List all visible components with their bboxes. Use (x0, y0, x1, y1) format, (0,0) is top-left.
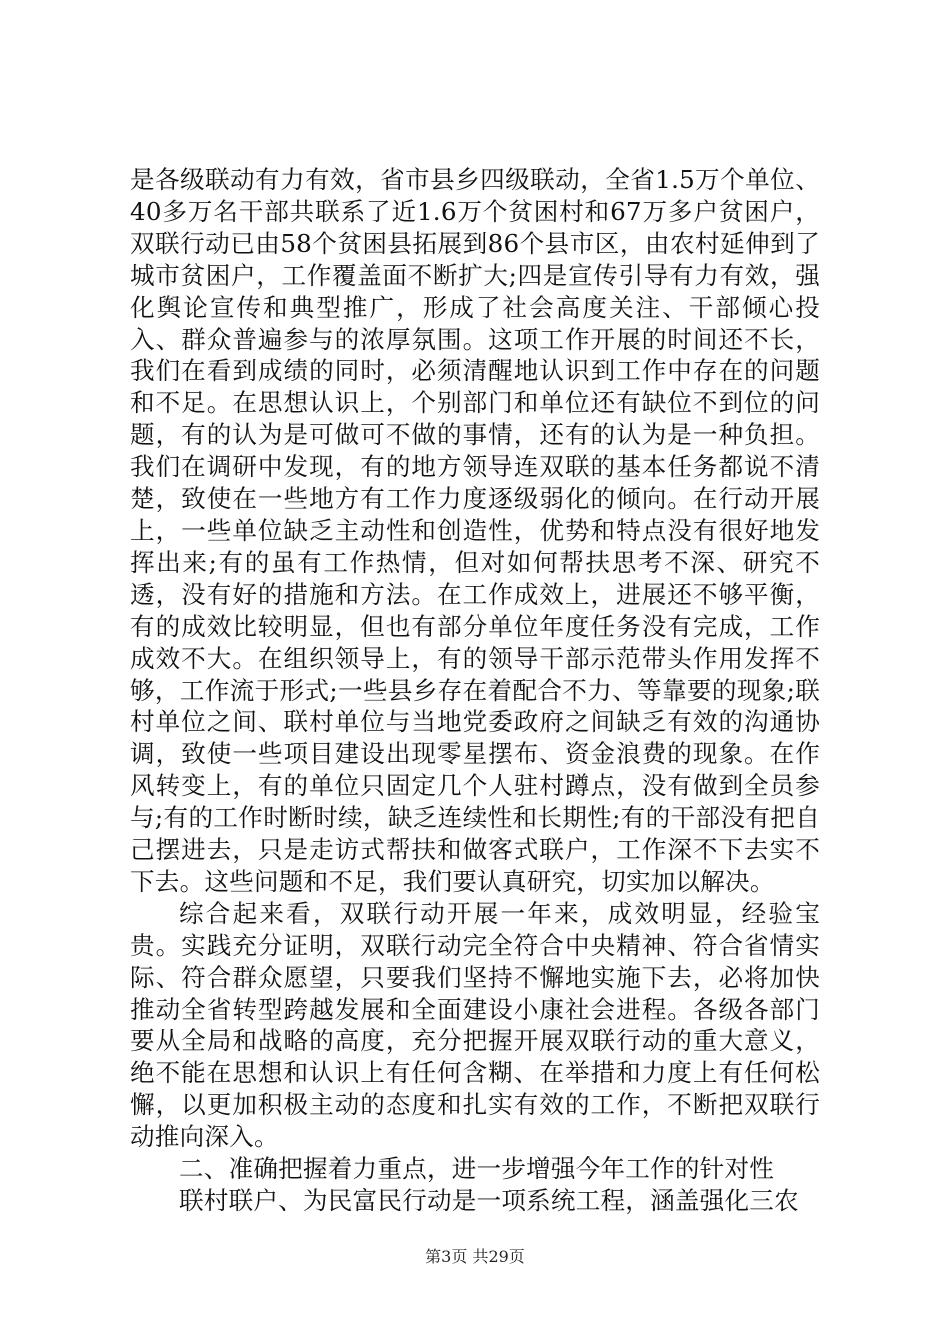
document-body (130, 164, 820, 1217)
paragraph-2: 综合起来看，双联行动开展一年来，成效明显，经验宝贵。实践充分证明，双联行动完全符合中央精神、符合省情实际、符合群众愿望，只要我们坚持不懈地实施下去，必将加快推动全省转型跨越发展和全面建设小康社会进程。各级各部门要从全局和战略的高度，充分把握开展双联行动的重大意义，绝不能在思想和认识上有任何含糊、在举措和力度上有任何松懈，以更加积极主动的态度和扎实有效的工作，不断把双联行动推向深入。 (130, 898, 820, 1152)
paragraph-3: 联村联户、为民富民行动是一项系统工程，涵盖强化三农 (179, 1186, 799, 1215)
section-heading: 二、准确把握着力重点，进一步增强今年工作的针对性 (179, 1154, 775, 1184)
paragraph-1: 是各级联动有力有效，省市县乡四级联动，全省1.5万个单位、40多万名干部共联系了近1.6万个贫困村和67万多户贫困户，双联行动已由58个贫困县拓展到86个县市区，由农村延伸到了城市贫困户，工作覆盖面不断扩大;四是宣传引导有力有效，强化舆论宣传和典型推广，形成了社会高度关注、干部倾心投入、群众普遍参与的浓厚氛围。这项工作开展的时间还不长，我们在看到成绩的同时，必须清醒地认识到工作中存在的问题和不足。在思想认识上，个别部门和单位还有缺位不到位的问题，有的认为是可做可不做的事情，还有的认为是一种负担。我们在调研中发现，有的地方领导连双联的基本任务都说不清楚，致使在一些地方有工作力度逐级弱化的倾向。在行动开展上，一些单位缺乏主动性和创造性，优势和特点没有很好地发挥出来;有的虽有工作热情，但对如何帮扶思考不深、研究不透，没有好的措施和方法。在工作成效上，进展还不够平衡，有的成效比较明显，但也有部分单位年度任务没有完成，工作成效不大。在组织领导上，有的领导干部示范带头作用发挥不够，工作流于形式;一些县乡存在着配合不力、等靠要的现象;联村单位之间、联村单位与当地党委政府之间缺乏有效的沟通协调，致使一些项目建设出现零星摆布、资金浪费的现象。在作风转变上，有的单位只固定几个人驻村蹲点，没有做到全员参与;有的工作时断时续，缺乏连续性和长期性;有的干部没有把自己摆进去，只是走访式帮扶和做客式联户，工作深不下去实不下去。这些问题和不足，我们要认真研究，切实加以解决。 (130, 165, 820, 896)
page-number-footer: 第3页 共29页 (425, 1247, 525, 1266)
